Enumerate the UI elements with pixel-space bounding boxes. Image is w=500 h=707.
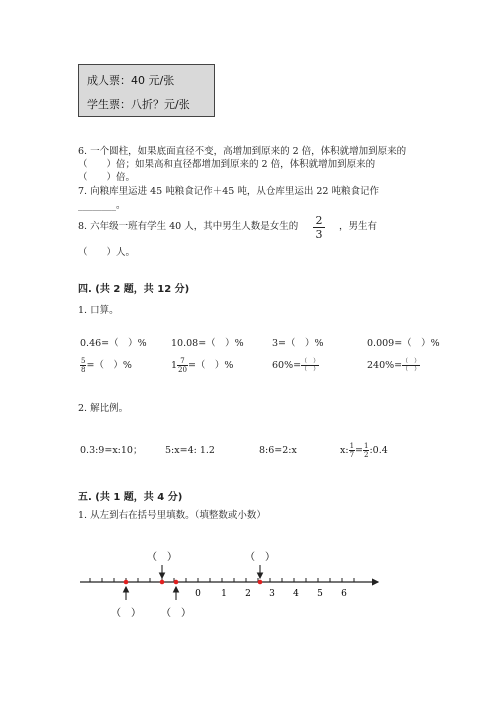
tick-label-1: 1: [221, 589, 227, 599]
blank-above-d: （ ）: [245, 552, 275, 563]
calc-r2-c3: 60%= $\frac{( )}{( )}$: [272, 358, 320, 373]
section4-q1-title: 1. 口算。: [78, 305, 119, 316]
tick-label-6: 6: [341, 589, 347, 599]
q8-line2: （ ）人。: [78, 247, 136, 258]
q8-fraction: [313, 214, 325, 241]
q8-line1-after: ，男生有: [339, 221, 378, 232]
q6-line2: （ ）倍；如果高和直径都增加到原来的 2 倍，体积就增加到原来的: [78, 159, 376, 170]
calc-r1-c2: 10.08=（ ）%: [171, 338, 244, 349]
tick-label-5: 5: [317, 589, 323, 599]
ticket-price-box: [78, 64, 215, 117]
tick-label-0: 0: [195, 589, 201, 599]
proportion-4: x: $\frac{1}{7}$ = $\frac{1}{2}$ :0.4: [340, 442, 388, 459]
q7-line2: ________。: [78, 200, 126, 211]
tick-labels: [195, 589, 347, 599]
calc-r1-c1: 0.46=（ ）%: [80, 338, 147, 349]
q8-line1-before: 8. 六年级一班有学生 40 人，其中男生人数是女生的: [78, 221, 299, 232]
adult-ticket-price: 成人票：40 元/张: [87, 74, 175, 87]
calc-r1-c3: 3=（ ）%: [272, 338, 324, 349]
proportion-2: 5:x=4: 1.2: [165, 445, 215, 456]
answer-fraction-blank: $\frac{( )}{( )}$: [301, 358, 320, 373]
calc-r2-c1: $\frac{5}{8}$ =（ ）%: [81, 357, 132, 374]
q6-line1: 6. 一个圆柱，如果底面直径不变，高增加到原来的 2 倍，体积就增加到原来的: [78, 146, 407, 157]
q6-line3: （ ）倍。: [78, 172, 136, 183]
calc-r1-c4: 0.009=（ ）%: [367, 338, 440, 349]
q8-frac-num: 2: [313, 214, 325, 228]
section5-q1-title: 1. 从左到右在括号里填数。（填整数或小数）: [78, 510, 266, 521]
blank-below-a: （ ）: [111, 608, 141, 619]
proportion-3: 8:6=2:x: [259, 445, 297, 456]
tick-label-3: 3: [269, 589, 275, 599]
calc-r2-c2-fraction: $\frac{7}{20}$: [178, 357, 187, 374]
q8-frac-den: 3: [315, 228, 323, 241]
tick-label-4: 4: [293, 589, 299, 599]
point-c: [174, 580, 179, 585]
section4-heading: 四. (共 2 题，共 12 分): [78, 284, 190, 295]
point-b: [160, 580, 165, 585]
calc-r2-c1-fraction: $\frac{5}{8}$: [81, 357, 86, 374]
blank-above-b: （ ）: [147, 552, 177, 563]
tick-label-2: 2: [245, 589, 251, 599]
blank-below-c: （ ）: [161, 608, 191, 619]
q7-line1: 7. 向粮库里运进 45 吨粮食记作＋45 吨，从仓库里运出 22 吨粮食记作: [78, 186, 379, 197]
point-d: [258, 580, 263, 585]
student-ticket-price: 学生票：八折？元/张: [87, 98, 190, 111]
section4-q2-title: 2. 解比例。: [78, 403, 129, 414]
answer-fraction-blank: $\frac{( )}{( )}$: [402, 358, 421, 373]
calc-r2-c4: 240%= $\frac{( )}{( )}$: [367, 358, 421, 373]
calc-r2-c2: 1 $\frac{7}{20}$ =（ ）%: [171, 357, 234, 374]
number-line-figure: [0, 540, 500, 640]
section5-heading: 五. (共 1 题，共 4 分): [78, 492, 183, 503]
proportion-1: 0.3:9=x:10；: [80, 445, 143, 456]
point-a: [124, 580, 129, 585]
